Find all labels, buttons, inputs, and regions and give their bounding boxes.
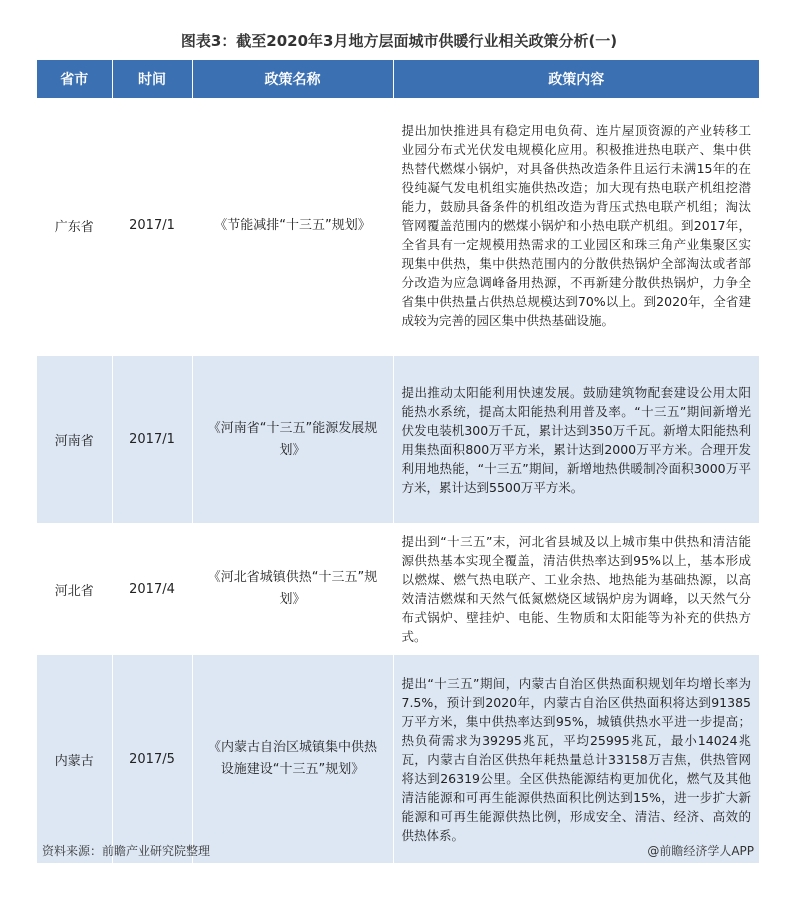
- table-row: [37, 654, 759, 865]
- header-policy-content: 政策内容: [393, 60, 759, 98]
- cell-policy-content: 提出加快推进具有稳定用电负荷、连片屋顶资源的产业转移工业园分布式光伏发电规模化应用。积极推进热电联产、集中供热替代燃煤小锅炉，对具备供热改造条件且运行未满15年的在役纯凝气发电机组实施供热改造；加大现有热电联产机组挖潜能力，鼓励具备条件的机组改造为背压式热电联产机组；淘汰管网覆盖范围内的燃煤小锅炉和小热电联产机组。到2017年，全省具有一定规模用热需求的工业园区和珠三角产业集聚区实现集中供热，集中供热范围内的分散供热锅炉全部淘汰或者部分改造为应急调峰备用热源，不再新建分散供热锅炉，力争全省集中供热量占供热总规模达到70%以上。到2020年，全省建成较为完善的园区集中供热基础设施。: [393, 98, 759, 355]
- cell-policy-name: 《河南省“十三五”能源发展规划》: [192, 355, 393, 525]
- cell-province: 河南省: [37, 355, 112, 525]
- cell-policy-name: 《河北省城镇供热“十三五”规划》: [192, 525, 393, 654]
- cell-province: 内蒙古: [37, 654, 112, 865]
- cell-policy-content: 提出推动太阳能利用快速发展。鼓励建筑物配套建设公用太阳能热水系统，提高太阳能热利用普及率。“十三五”期间新增光伏发电装机300万千瓦，累计达到350万千瓦。新增太阳能热利用集热面积800万平方米，累计达到2000万平方米。合理开发利用地热能，“十三五”期间，新增地热供暖制冷面积3000万平方米，累计达到5500万平方米。: [393, 355, 759, 525]
- credit-note: @前瞻经济学人APP: [647, 844, 754, 858]
- cell-time: 2017/1: [112, 355, 192, 525]
- cell-province: 河北省: [37, 525, 112, 654]
- cell-time: 2017/5: [112, 654, 192, 865]
- chart-title: 图表3：截至2020年3月地方层面城市供暖行业相关政策分析(一): [180, 32, 618, 50]
- header-time: 时间: [112, 60, 192, 98]
- source-note: 资料来源：前瞻产业研究院整理: [42, 844, 211, 858]
- table-header-row: [37, 60, 759, 98]
- header-policy-name: 政策名称: [192, 60, 393, 98]
- header-province: 省市: [37, 60, 112, 98]
- cell-province: 广东省: [37, 98, 112, 355]
- policy-table: [37, 60, 759, 866]
- cell-policy-name: 《节能减排“十三五”规划》: [192, 98, 393, 355]
- cell-policy-content: 提出“十三五”期间，内蒙古自治区供热面积规划年均增长率为7.5%，预计到2020年，内蒙古自治区供热面积将达到91385万平方米，集中供热率达到95%，城镇供热水平进一步提高；热负荷需求为39295兆瓦，平均25995兆瓦，最小14024兆瓦，内蒙古自治区供热年耗热量总计33158万吉焦，供热管网将达到26319公里。全区供热能源结构更加优化，燃气及其他清洁能源和可再生能源供热面积比例达到15%，进一步扩大新能源和可再生能源供热比例，形成安全、清洁、经济、高效的供热体系。: [393, 654, 759, 865]
- cell-policy-content: 提出到“十三五”末，河北省县城及以上城市集中供热和清洁能源供热基本实现全覆盖，清洁供热率达到95%以上，基本形成以燃煤、燃气热电联产、工业余热、地热能为基础热源，以高效清洁燃煤和天然气低氮燃烧区域锅炉房为调峰，以天然气分布式锅炉、壁挂炉、电能、生物质和太阳能等为补充的供热方式。: [393, 525, 759, 654]
- cell-time: 2017/4: [112, 525, 192, 654]
- cell-policy-name: 《内蒙古自治区城镇集中供热设施建设“十三五”规划》: [192, 654, 393, 865]
- table-row: [37, 525, 759, 654]
- cell-time: 2017/1: [112, 98, 192, 355]
- table-row: [37, 98, 759, 355]
- table-row: [37, 355, 759, 525]
